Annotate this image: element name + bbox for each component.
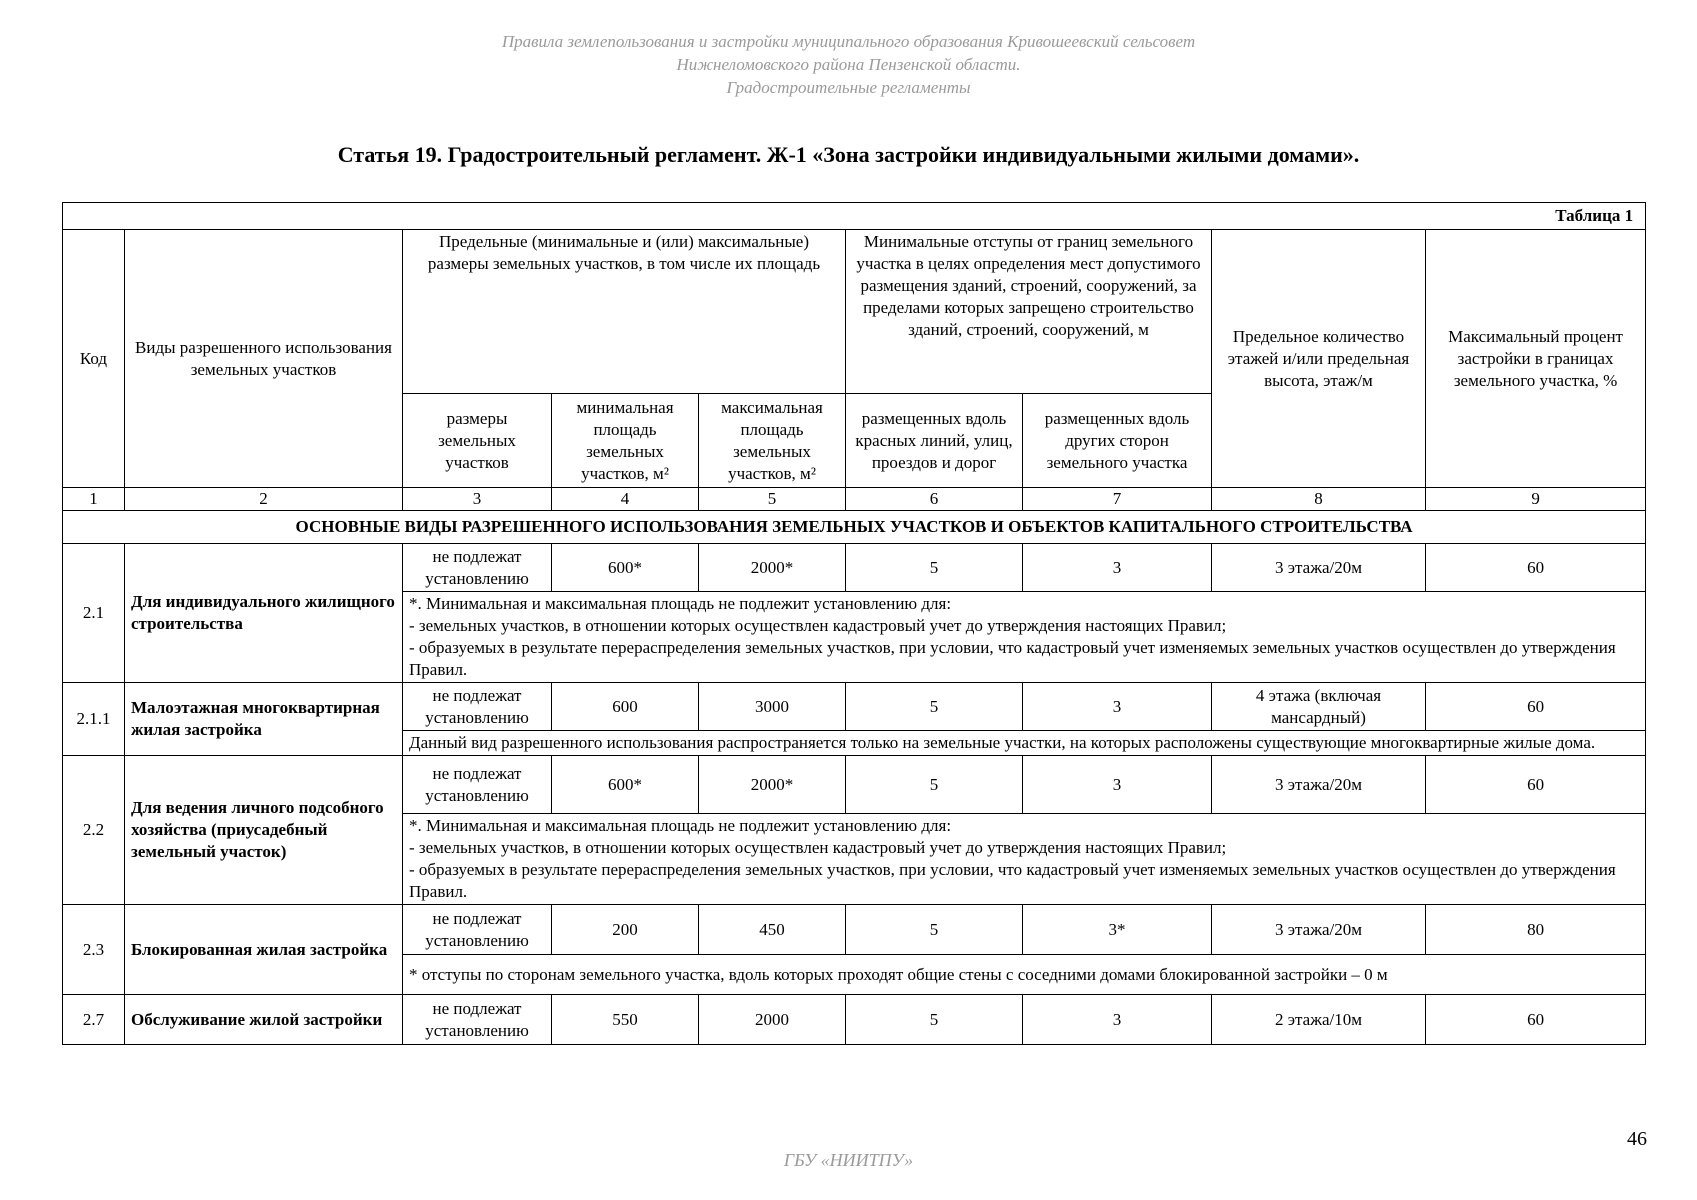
cell-setback-other: 3 xyxy=(1023,995,1212,1045)
cell-setback-red: 5 xyxy=(846,683,1023,731)
cell-coverage: 60 xyxy=(1426,995,1646,1045)
row-name: Блокированная жилая застройка xyxy=(125,905,403,995)
column-number: 8 xyxy=(1212,488,1426,511)
column-number: 7 xyxy=(1023,488,1212,511)
column-number: 1 xyxy=(63,488,125,511)
row-code: 2.2 xyxy=(63,756,125,905)
cell-plot-sizes: не подлежат установлению xyxy=(403,995,552,1045)
note-line: - образуемых в результате перераспределения земельных участков, при условии, что кадастровый учет изменяемых земельных участков осуществлен до утверждения Правил. xyxy=(409,860,1616,901)
column-number: 9 xyxy=(1426,488,1646,511)
cell-setback-other: 3* xyxy=(1023,905,1212,955)
note-line: - земельных участков, в отношении которых осуществлен кадастровый учет до утверждения настоящих Правил; xyxy=(409,838,1227,857)
cell-setback-red: 5 xyxy=(846,756,1023,814)
cell-plot-sizes: не подлежат установлению xyxy=(403,683,552,731)
cell-coverage: 60 xyxy=(1426,683,1646,731)
running-header xyxy=(0,30,1697,99)
row-code: 2.3 xyxy=(63,905,125,995)
header-types: Виды разрешенного использования земельных участков xyxy=(125,230,403,488)
cell-min-area: 200 xyxy=(552,905,699,955)
cell-floors: 3 этажа/20м xyxy=(1212,544,1426,592)
note-line: *. Минимальная и максимальная площадь не подлежит установлению для: xyxy=(409,594,952,613)
cell-setback-red: 5 xyxy=(846,544,1023,592)
cell-setback-other: 3 xyxy=(1023,544,1212,592)
header-plot-sizes: размеры земельных участков xyxy=(403,394,552,488)
row-name: Для индивидуального жилищного строительства xyxy=(125,544,403,683)
running-header-line: Правила землепользования и застройки муниципального образования Кривошеевский сельсовет xyxy=(501,32,1196,51)
footer-organization: ГБУ «НИИТПУ» xyxy=(783,1150,914,1170)
row-code: 2.1 xyxy=(63,544,125,683)
cell-plot-sizes: не подлежат установлению xyxy=(403,756,552,814)
header-along-other-sides: размещенных вдоль других сторон земельного участка xyxy=(1023,394,1212,488)
header-along-red-lines: размещенных вдоль красных линий, улиц, проездов и дорог xyxy=(846,394,1023,488)
cell-max-area: 2000* xyxy=(699,756,846,814)
column-number: 6 xyxy=(846,488,1023,511)
cell-min-area: 550 xyxy=(552,995,699,1045)
cell-floors: 2 этажа/10м xyxy=(1212,995,1426,1045)
cell-max-area: 2000* xyxy=(699,544,846,592)
note-line: *. Минимальная и максимальная площадь не подлежит установлению для: xyxy=(409,816,952,835)
row-note xyxy=(403,731,1646,756)
cell-floors: 3 этажа/20м xyxy=(1212,756,1426,814)
row-name: Обслуживание жилой застройки xyxy=(125,995,403,1045)
table-caption: Таблица 1 xyxy=(63,203,1646,230)
column-number: 2 xyxy=(125,488,403,511)
cell-max-area: 2000 xyxy=(699,995,846,1045)
note-line: - образуемых в результате перераспределения земельных участков, при условии, что кадастровый учет изменяемых земельных участков осуществлен до утверждения Правил. xyxy=(409,638,1616,679)
header-max-area: максимальная площадь земельных участков, м² xyxy=(699,394,846,488)
cell-plot-sizes: не подлежат установлению xyxy=(403,905,552,955)
cell-min-area: 600* xyxy=(552,544,699,592)
cell-coverage: 60 xyxy=(1426,544,1646,592)
cell-min-area: 600* xyxy=(552,756,699,814)
section-title: ОСНОВНЫЕ ВИДЫ РАЗРЕШЕННОГО ИСПОЛЬЗОВАНИЯ ЗЕМЕЛЬНЫХ УЧАСТКОВ И ОБЪЕКТОВ КАПИТАЛЬНОГО СТРОИТЕЛЬСТВА xyxy=(63,511,1646,544)
cell-max-area: 450 xyxy=(699,905,846,955)
header-code: Код xyxy=(63,230,125,488)
row-name: Для ведения личного подсобного хозяйства (приусадебный земельный участок) xyxy=(125,756,403,905)
cell-floors: 3 этажа/20м xyxy=(1212,905,1426,955)
running-header-line: Градостроительные регламенты xyxy=(726,78,971,97)
column-number: 5 xyxy=(699,488,846,511)
cell-coverage: 60 xyxy=(1426,756,1646,814)
article-title: Статья 19. Градостроительный регламент. Ж-1 «Зона застройки индивидуальными жилыми домами». xyxy=(337,142,1360,167)
note-line: - земельных участков, в отношении которых осуществлен кадастровый учет до утверждения настоящих Правил; xyxy=(409,616,1227,635)
row-note xyxy=(403,955,1646,995)
header-sizes-group: Предельные (минимальные и (или) максимальные) размеры земельных участков, в том числе их площадь xyxy=(403,230,846,394)
header-floors: Предельное количество этажей и/или предельная высота, этаж/м xyxy=(1212,230,1426,488)
cell-setback-red: 5 xyxy=(846,905,1023,955)
running-header-line: Нижнеломовского района Пензенской области. xyxy=(676,55,1021,74)
note-line: Данный вид разрешенного использования распространяется только на земельные участки, на которых расположены существующие многоквартирные жилые дома. xyxy=(409,733,1596,752)
page-number: 46 xyxy=(1627,1128,1647,1150)
cell-setback-other: 3 xyxy=(1023,683,1212,731)
note-line: * отступы по сторонам земельного участка, вдоль которых проходят общие стены с соседними домами блокированной застройки – 0 м xyxy=(409,964,1388,984)
column-number: 3 xyxy=(403,488,552,511)
cell-min-area: 600 xyxy=(552,683,699,731)
column-number: 4 xyxy=(552,488,699,511)
cell-setback-other: 3 xyxy=(1023,756,1212,814)
header-setbacks-group: Минимальные отступы от границ земельного участка в целях определения мест допустимого размещения зданий, строений, сооружений, за пределами которых запрещено строительство зданий, строений, сооружений, м xyxy=(846,230,1212,394)
header-min-area: минимальная площадь земельных участков, м² xyxy=(552,394,699,488)
cell-floors: 4 этажа (включая мансардный) xyxy=(1212,683,1426,731)
cell-plot-sizes: не подлежат установлению xyxy=(403,544,552,592)
row-name: Малоэтажная многоквартирная жилая застройка xyxy=(125,683,403,756)
row-code: 2.1.1 xyxy=(63,683,125,756)
cell-coverage: 80 xyxy=(1426,905,1646,955)
cell-setback-red: 5 xyxy=(846,995,1023,1045)
cell-max-area: 3000 xyxy=(699,683,846,731)
row-code: 2.7 xyxy=(63,995,125,1045)
row-note xyxy=(403,814,1646,905)
regulation-table xyxy=(62,202,1646,1045)
row-note xyxy=(403,592,1646,683)
header-coverage: Максимальный процент застройки в границах земельного участка, % xyxy=(1426,230,1646,488)
